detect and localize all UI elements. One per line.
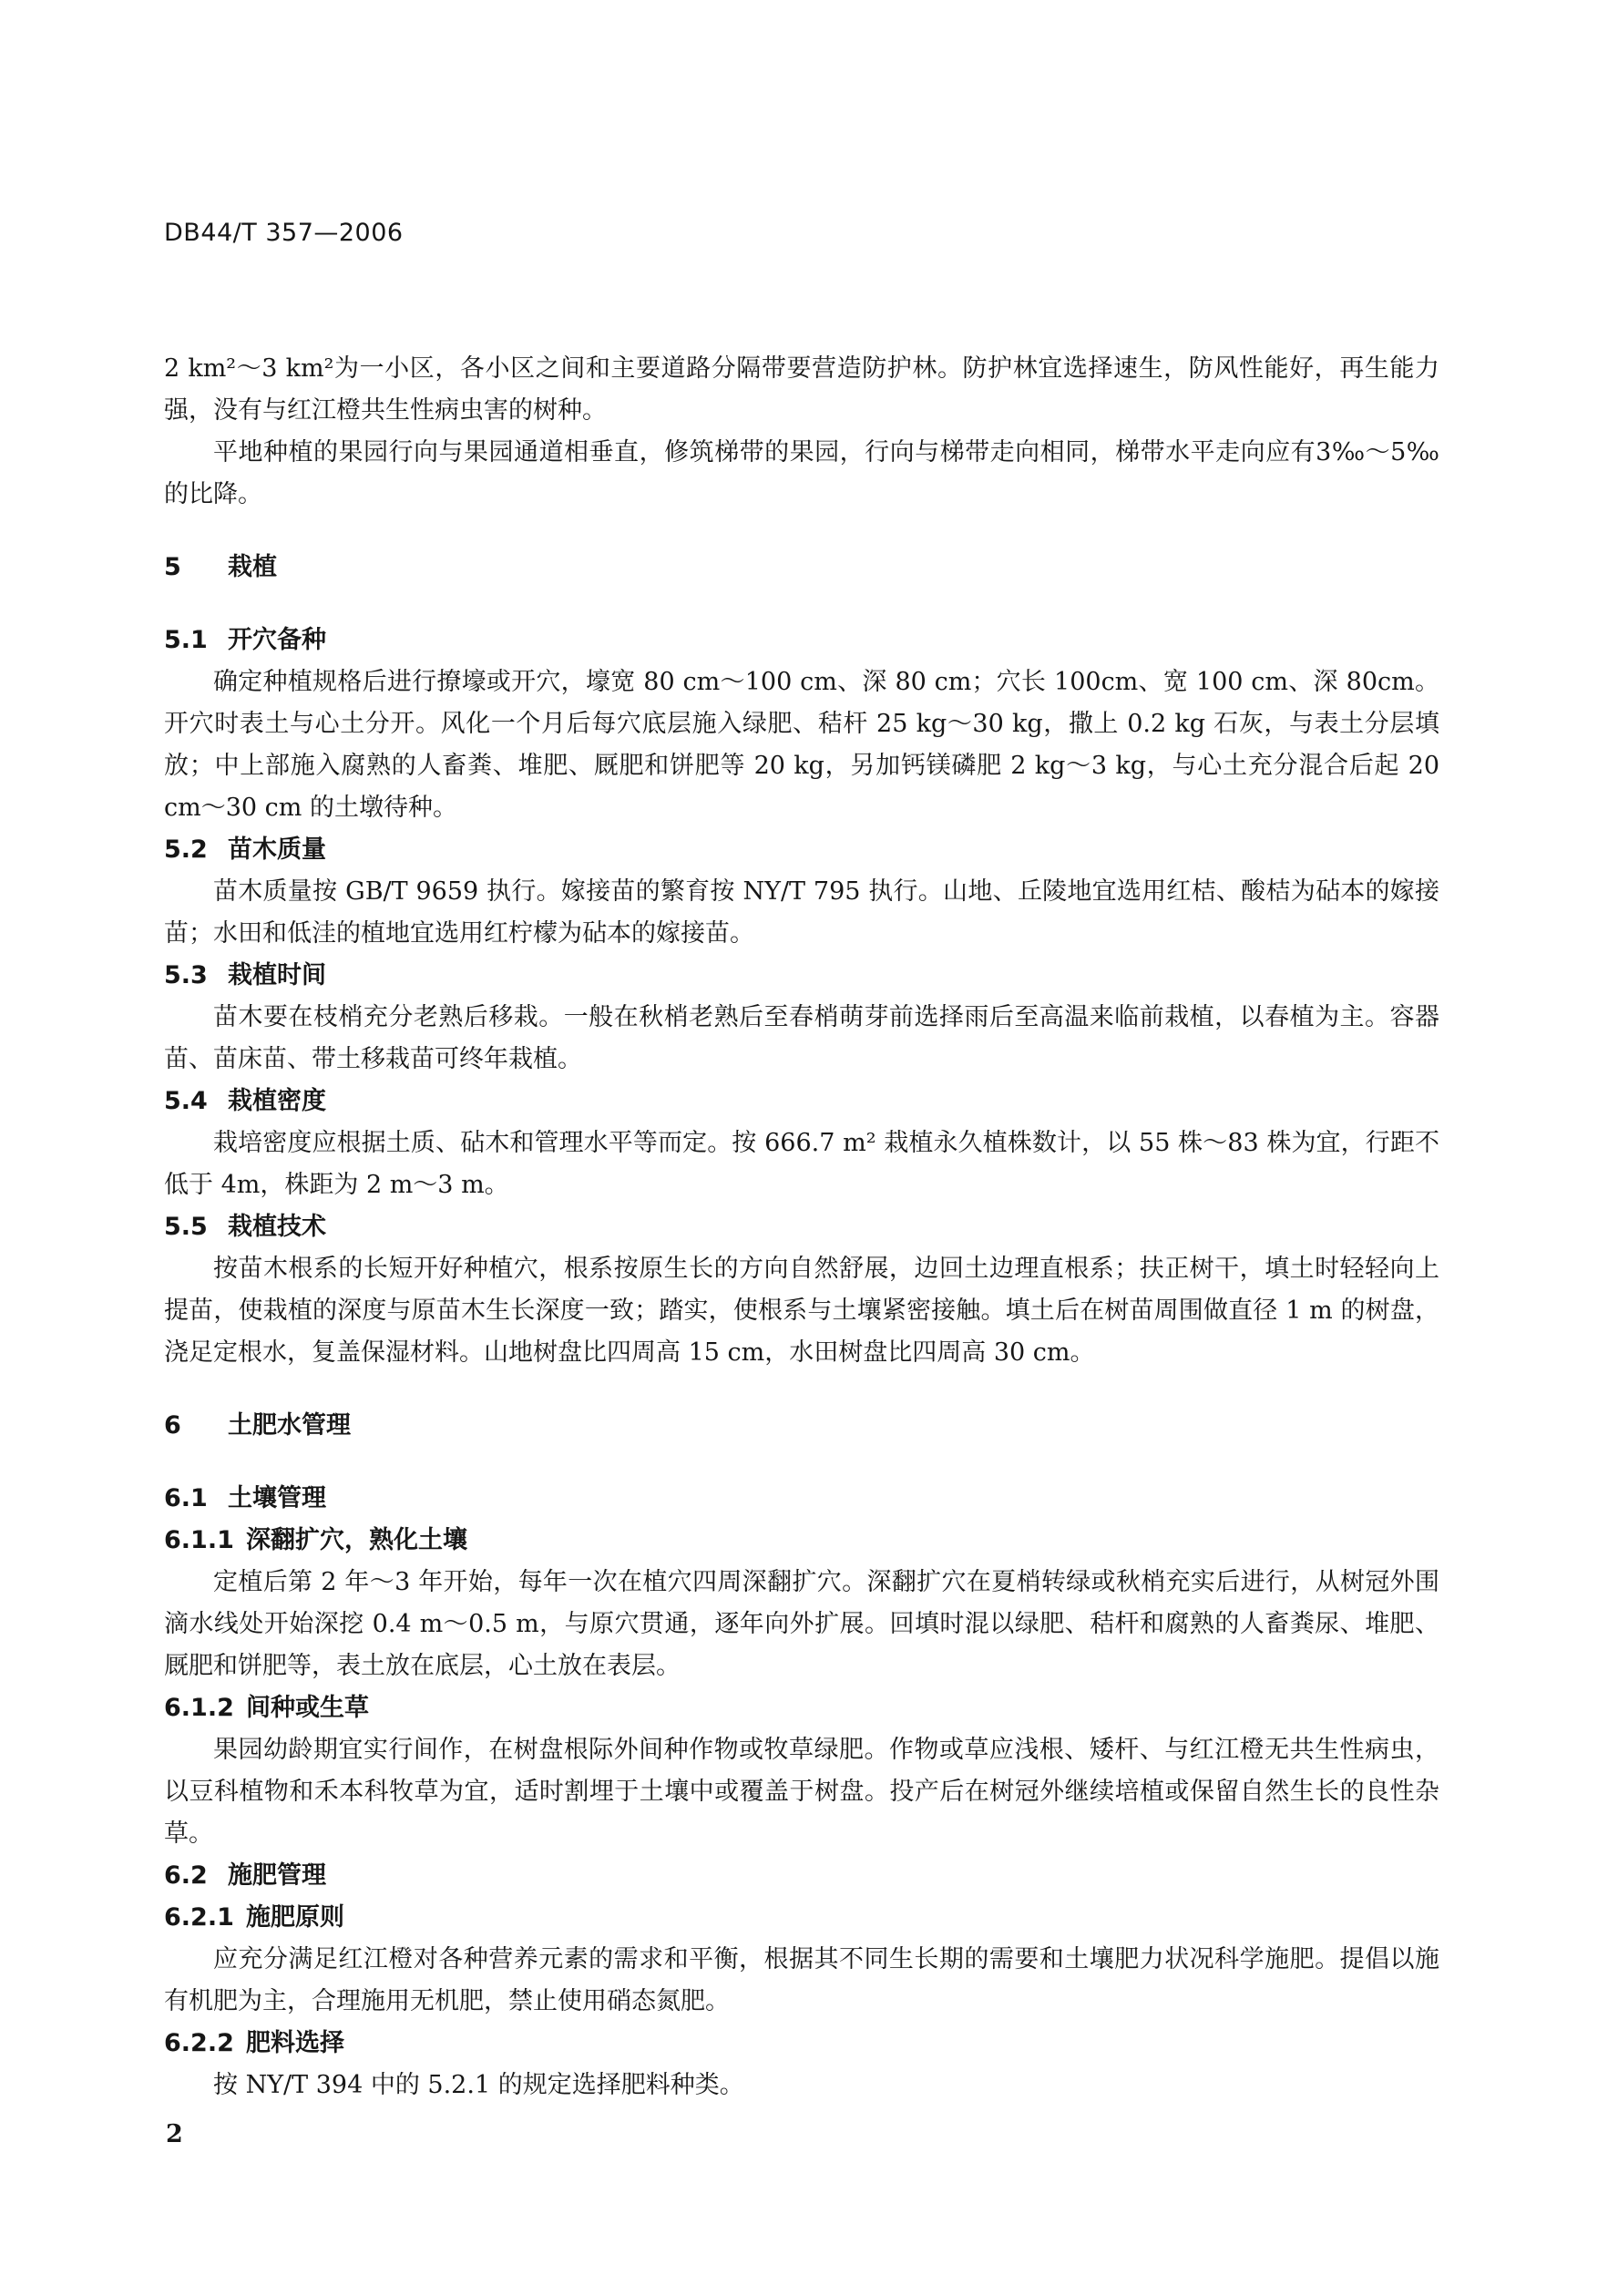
section-5-4-number: 5.4	[164, 1087, 208, 1115]
document-code-header: DB44/T 357—2006	[164, 219, 404, 247]
section-6-2-1-title: 施肥原则	[246, 1903, 344, 1932]
section-6-1-2-text: 果园幼龄期宜实行间作，在树盘根际外间种作物或牧草绿肥。作物或草应浅根、矮杆、与红江橙无共生性病虫，以豆科植物和禾本科牧草为宜，适时割埋于土壤中或覆盖于树盘。投产后在树冠外继续培植或保留自然生长的良性杂草。	[164, 1736, 1439, 1848]
section-6-1-2-heading	[164, 1687, 1439, 1729]
section-6-1-1-text: 定植后第 2 年～3 年开始，每年一次在植穴四周深翻扩穴。深翻扩穴在夏梢转绿或秋梢充实后进行，从树冠外围滴水线处开始深挖 0.4 m～0.5 m，与原穴贯通，逐年向外扩展。回填时混以绿肥、秸杆和腐熟的人畜粪尿、堆肥、厩肥和饼肥等，表土放在底层，心土放在表层。	[164, 1568, 1439, 1680]
section-6-2-2-number: 6.2.2	[164, 2029, 234, 2057]
section-5-3-heading	[164, 955, 1439, 997]
section-6-1-title: 土壤管理	[228, 1484, 326, 1512]
section-5-1-heading	[164, 620, 1439, 661]
section-6-1-1-heading	[164, 1520, 1439, 1562]
section-5-5-heading	[164, 1206, 1439, 1248]
section-6-2-1-number: 6.2.1	[164, 1903, 234, 1932]
section-5-2-title: 苗木质量	[228, 835, 326, 864]
section-5-4-title: 栽植密度	[228, 1087, 326, 1115]
section-6-2-2-heading	[164, 2023, 1439, 2065]
intro-paragraph-1: 2 km²～3 km²为一小区，各小区之间和主要道路分隔带要营造防护林。防护林宜选择速生，防风性能好，再生能力强，没有与红江橙共生性病虫害的树种。	[164, 354, 1439, 425]
section-6-heading	[164, 1405, 1439, 1447]
section-6-1-2-title: 间种或生草	[246, 1694, 369, 1722]
section-6-2-title: 施肥管理	[228, 1861, 326, 1890]
section-5-3-title: 栽植时间	[228, 961, 326, 989]
section-5-title: 栽植	[228, 553, 277, 581]
section-5-3-text: 苗木要在枝梢充分老熟后移栽。一般在秋梢老熟后至春梢萌芽前选择雨后至高温来临前栽植，以春植为主。容器苗、苗床苗、带土移栽苗可终年栽植。	[164, 1003, 1439, 1073]
section-6-2-2-title: 肥料选择	[246, 2029, 344, 2057]
section-5-4-heading	[164, 1081, 1439, 1122]
section-6-2-number: 6.2	[164, 1861, 208, 1890]
section-5-2-text: 苗木质量按 GB/T 9659 执行。嫁接苗的繁育按 NY/T 795 执行。山地、丘陵地宜选用红桔、酸桔为砧本的嫁接苗；水田和低洼的植地宜选用红柠檬为砧本的嫁接苗。	[164, 877, 1439, 948]
section-5-heading	[164, 547, 1439, 589]
section-5-number: 5	[164, 553, 181, 581]
section-6-1-heading	[164, 1478, 1439, 1520]
section-5-2-heading	[164, 829, 1439, 871]
section-5-5-text: 按苗木根系的长短开好种植穴，根系按原生长的方向自然舒展，边回土边理直根系；扶正树干，填土时轻轻向上提苗，使栽植的深度与原苗木生长深度一致；踏实，使根系与土壤紧密接触。填土后在树苗周围做直径 1 m 的树盘，浇足定根水，复盖保湿材料。山地树盘比四周高 15 cm，水田树盘比四周高 30 cm。	[164, 1255, 1439, 1367]
section-5-3-number: 5.3	[164, 961, 208, 989]
intro-paragraph-2: 平地种植的果园行向与果园通道相垂直，修筑梯带的果园，行向与梯带走向相同，梯带水平走向应有3‰～5‰的比降。	[164, 438, 1439, 508]
section-6-1-1-title: 深翻扩穴，熟化土壤	[246, 1526, 467, 1554]
document-body	[164, 348, 1439, 2106]
section-6-2-1-heading	[164, 1897, 1439, 1939]
section-6-1-2-number: 6.1.2	[164, 1694, 234, 1722]
section-5-4-text: 栽培密度应根据土质、砧木和管理水平等而定。按 666.7 m² 栽植永久植株数计，以 55 株～83 株为宜，行距不低于 4m，株距为 2 m～3 m。	[164, 1129, 1439, 1199]
section-6-1-number: 6.1	[164, 1484, 208, 1512]
section-5-1-number: 5.1	[164, 626, 208, 654]
section-5-1-text: 确定种植规格后进行撩壕或开穴，壕宽 80 cm～100 cm、深 80 cm；穴长 100cm、宽 100 cm、深 80cm。开穴时表土与心土分开。风化一个月后每穴底层施入绿肥、秸杆 25 kg～30 kg，撒上 0.2 kg 石灰，与表土分层填放；中上部施入腐熟的人畜粪、堆肥、厩肥和饼肥等 20 kg，另加钙镁磷肥 2 kg～3 kg，与心土充分混合后起 20 cm～30 cm 的土墩待种。	[164, 668, 1439, 822]
section-6-2-heading	[164, 1855, 1439, 1897]
section-6-2-1-text: 应充分满足红江橙对各种营养元素的需求和平衡，根据其不同生长期的需要和土壤肥力状况科学施肥。提倡以施有机肥为主，合理施用无机肥，禁止使用硝态氮肥。	[164, 1945, 1439, 2015]
section-5-5-title: 栽植技术	[228, 1213, 326, 1241]
section-6-title: 土肥水管理	[228, 1411, 351, 1440]
section-6-1-1-number: 6.1.1	[164, 1526, 234, 1554]
section-6-2-2-text: 按 NY/T 394 中的 5.2.1 的规定选择肥料种类。	[213, 2071, 744, 2099]
section-5-1-title: 开穴备种	[228, 626, 326, 654]
page-number: 2	[166, 2120, 183, 2148]
section-5-2-number: 5.2	[164, 835, 208, 864]
section-6-number: 6	[164, 1411, 181, 1440]
section-5-5-number: 5.5	[164, 1213, 208, 1241]
